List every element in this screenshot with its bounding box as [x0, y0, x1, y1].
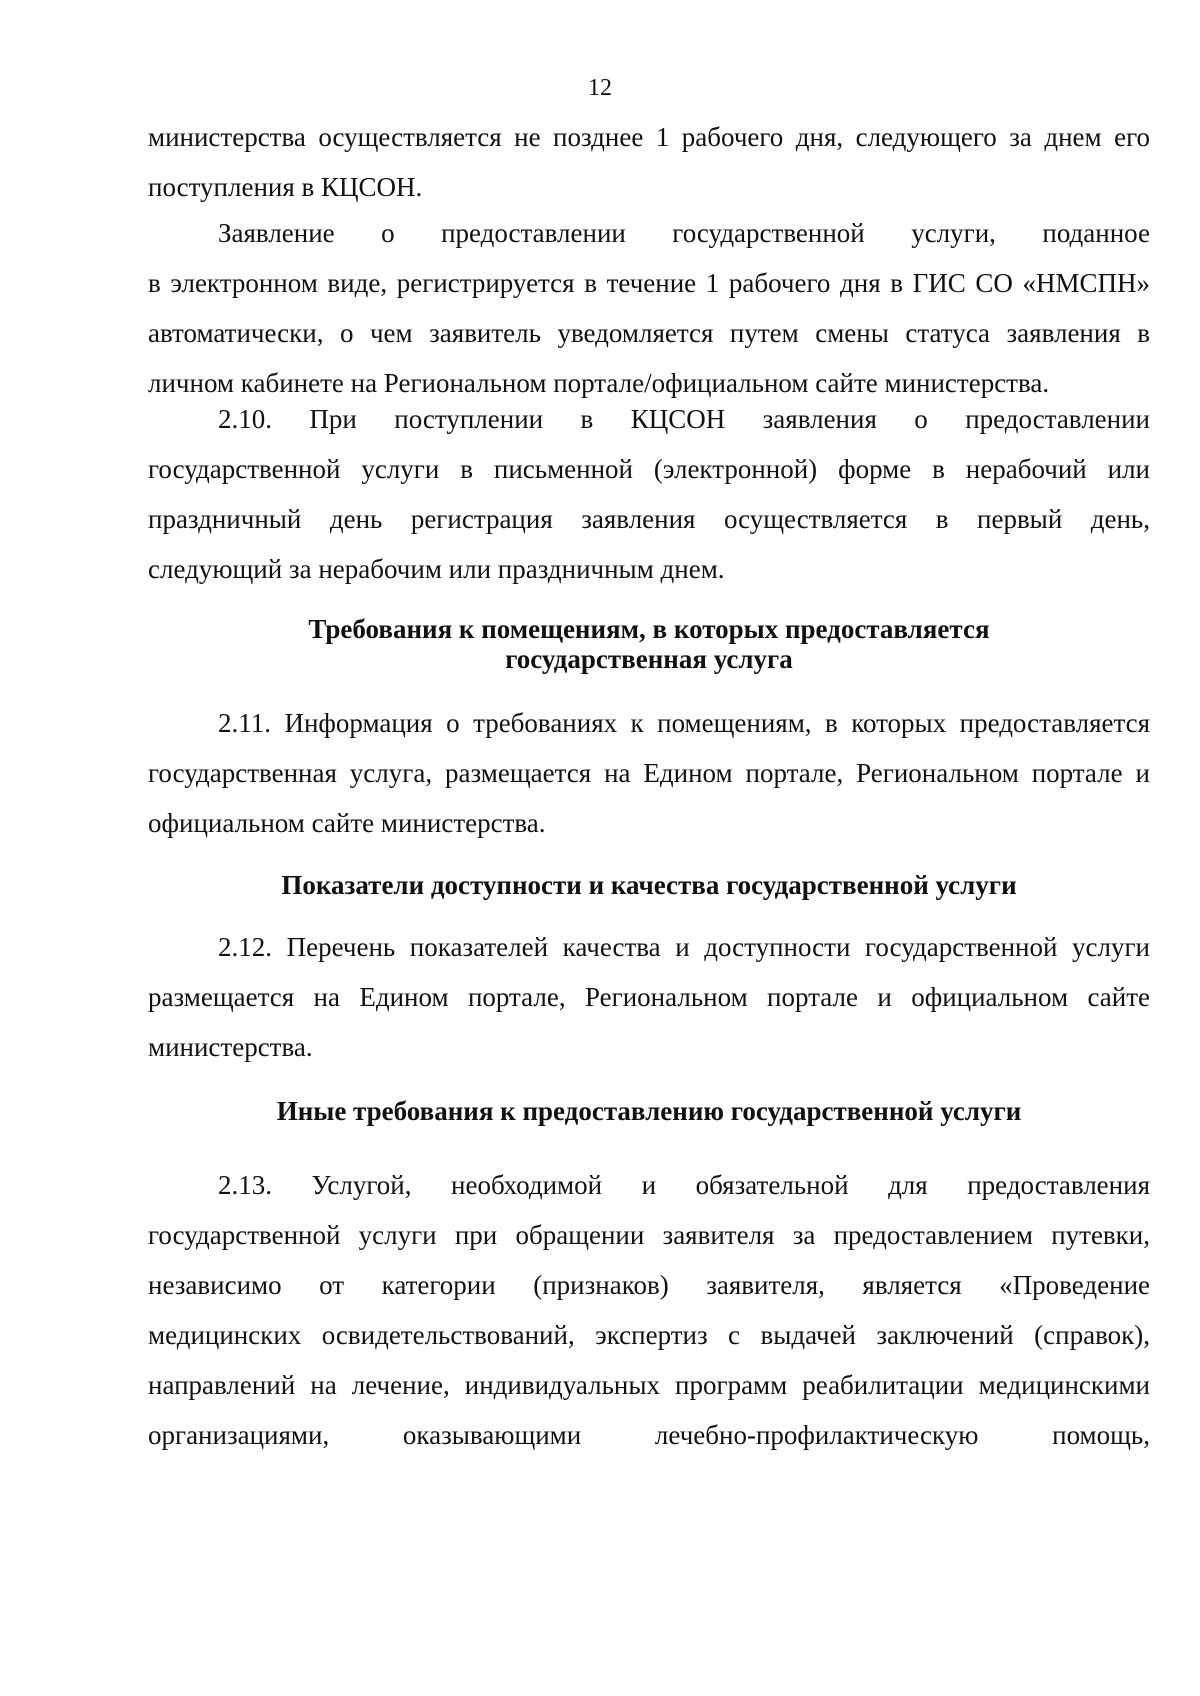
text-line: следующий за нерабочим или праздничным днем. — [148, 554, 725, 584]
text-line: министерства. — [148, 1032, 313, 1062]
text-line: государственной услуги при обращении заявителя за предоставлением путевки, — [148, 1220, 1150, 1250]
heading-line: Требования к помещениям, в которых предоставляется — [308, 614, 990, 644]
text-line: государственная услуга, размещается на Едином портале, Региональном портале и — [148, 758, 1150, 788]
text-line: направлений на лечение, индивидуальных программ реабилитации медицинскими — [148, 1370, 1150, 1400]
paragraph-electronic-application — [148, 208, 1150, 408]
text-line: размещается на Едином портале, Региональном портале и официальном сайте — [148, 982, 1150, 1012]
text-line: 2.13. Услугой, необходимой и обязательной для предоставления — [218, 1170, 1150, 1200]
section-heading-other-requirements: Иные требования к предоставлению государственной услуги — [276, 1096, 1022, 1126]
text-line: организациями, оказывающими лечебно-профилактическую помощь, — [148, 1420, 1150, 1450]
clause-2-10 — [148, 394, 1150, 594]
heading-line: государственная услуга — [505, 644, 793, 674]
clause-2-11 — [148, 698, 1150, 848]
clause-2-13 — [148, 1160, 1150, 1460]
text-line: личном кабинете на Региональном портале/официальном сайте министерства. — [148, 368, 1050, 398]
text-line: в электронном виде, регистрируется в течение 1 рабочего дня в ГИС СО «НМСПН» — [148, 268, 1150, 298]
paragraph-intro — [148, 112, 1150, 212]
clause-2-12 — [148, 922, 1150, 1072]
text-line: независимо от категории (признаков) заявителя, является «Проведение — [148, 1270, 1150, 1300]
text-line: официальном сайте министерства. — [148, 808, 546, 838]
text-line: праздничный день регистрация заявления осуществляется в первый день, — [148, 504, 1150, 534]
section-heading-premises — [148, 614, 1150, 674]
text-line: 2.10. При поступлении в КЦСОН заявления о предоставлении — [218, 404, 1150, 434]
text-line: медицинских освидетельствований, экспертиз с выдачей заключений (справок), — [148, 1320, 1150, 1350]
text-line: министерства осуществляется не позднее 1 рабочего дня, следующего за днем его — [148, 122, 1150, 152]
text-line: Заявление о предоставлении государственной услуги, поданное — [218, 218, 1150, 248]
text-line: государственной услуги в письменной (электронной) форме в нерабочий или — [148, 454, 1150, 484]
section-heading-accessibility: Показатели доступности и качества государственной услуги — [281, 870, 1017, 900]
text-line: 2.12. Перечень показателей качества и доступности государственной услуги — [218, 932, 1150, 962]
text-line: 2.11. Информация о требованиях к помещениям, в которых предоставляется — [218, 708, 1150, 738]
text-line: автоматически, о чем заявитель уведомляется путем смены статуса заявления в — [148, 318, 1150, 348]
text-line: поступления в КЦСОН. — [148, 172, 423, 202]
page-number: 12 — [588, 75, 612, 101]
